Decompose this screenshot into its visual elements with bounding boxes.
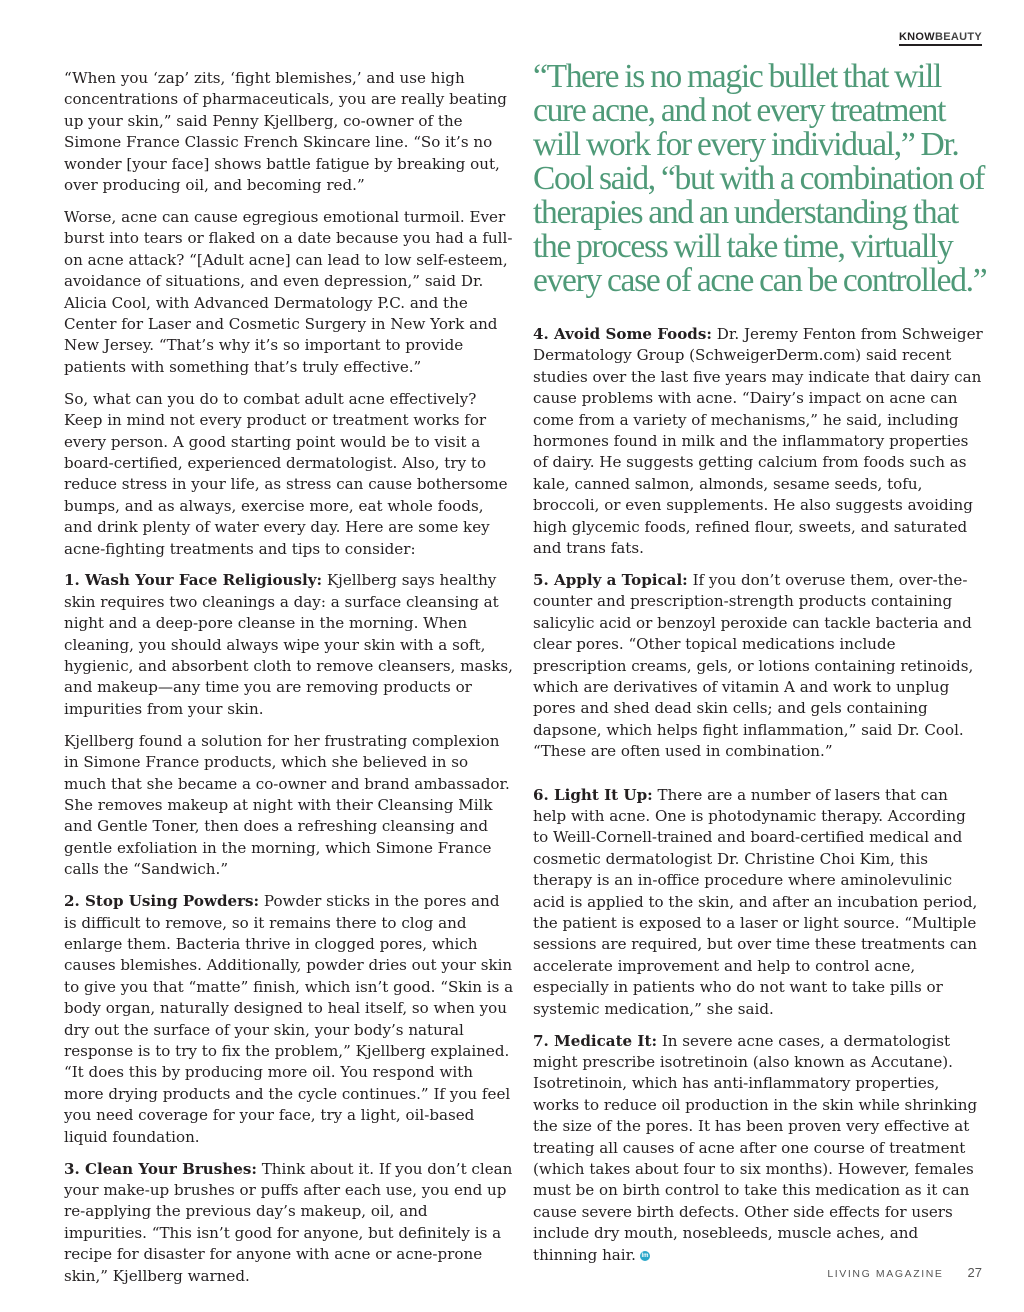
paragraph: “When you ‘zap’ zits, ‘fight blemishes,’ and use high concentrations of pharmaceuticals, you are really beating up your skin,” said Penny Kjellberg, co-owner of the Simone France Classic French Skincare line. “So it’s no wonder [your face] shows battle fatigue by breaking out, over producing oil, and becoming red.” [64, 69, 507, 195]
tip-body: Kjellberg says healthy skin requires two cleanings a day: a surface cleansing at night and a deep-pore cleanse in the morning. When cleaning, you should always wipe your skin with a soft, hygienic, and absorbent cloth to remove cleansers, masks, and makeup—any time you are removing products or impurities from your skin. [64, 571, 513, 718]
tip-paragraph [64, 570, 514, 720]
tip-paragraph [64, 891, 514, 1148]
tip-title: 5. Apply a Topical: [533, 570, 688, 589]
tip-body: In severe acne cases, a dermatologist might prescribe isotretinoin (also known as Accutane). Isotretinoin, which has anti-inflammatory properties, works to reduce oil production in the skin while shrinking the size of the pores. It has been proven very effective at treating all causes of acne after one course of treatment (which takes about four to six months). However, females must be on birth control to take this medication as it can cause severe birth defects. Other side effects for users include dry mouth, nosebleeds, muscle aches, and thinning hair. [533, 1031, 978, 1264]
tip-title: 4. Avoid Some Foods: [533, 325, 712, 343]
tip-body: There are a number of lasers that can help with acne. One is photodynamic therapy. According to Weill-Cornell-trained and board-certified medical and cosmetic dermatologist Dr. Christine Choi Kim, this therapy is an in-office procedure where aminolevulinic acid is applied to the skin, and after an incubation period, the patient is exposed to a laser or light source. “Multiple sessions are required, but over time these treatments can accelerate improvement and help to control acne, especially in patients who do not want to take pills or systemic medication,” she said. [533, 785, 978, 1018]
tip-paragraph [533, 324, 985, 559]
tip-title: 1. Wash Your Face Religiously: [64, 571, 323, 590]
right-column [533, 324, 985, 1277]
page-number: 27 [967, 1265, 982, 1280]
paragraph: Kjellberg found a solution for her frustrating complexion in Simone France products, which she believed in so much that she became a co-owner and brand ambassador. She removes makeup at night with their Cleansing Milk and Gentle Toner, then does a refreshing cleansing and gentle exfoliation in the morning, which Simone France calls the “Sandwich.” [64, 731, 510, 879]
section-tag [899, 31, 982, 46]
tip-paragraph [64, 1159, 514, 1287]
section-tag-know: KNOW [898, 31, 935, 43]
tip-body: Powder sticks in the pores and is difficult to remove, so it remains there to clog and enlarge them. Bacteria thrive in clogged pores, which causes blemishes. Additionally, powder dries out your skin to give you that “matte” finish, which isn’t good. “Skin is a body organ, naturally designed to heal itself, so when you dry out the surface of your skin, your body’s natural response is to try to fix the problem,” Kjellberg explained. “It does this by producing more oil. You respond with more drying products and the cycle continues.” If you feel you need coverage for your face, try a light, oil-based liquid foundation. [64, 892, 514, 1146]
paragraph: Worse, acne can cause egregious emotional turmoil. Ever burst into tears or flaked on a date because you had a full-on acne attack? “[Adult acne] can lead to low self-esteem, avoidance of situations, and even depression,” said Dr. Alicia Cool, with Advanced Dermatology P.C. and the Center for Laser and Cosmetic Surgery in New York and New Jersey. “That’s why it’s so important to provide patients with something that’s truly effective.” [64, 207, 513, 376]
tip-body: If you don’t overuse them, over-the-counter and prescription-strength products containing salicylic acid or benzoyl peroxide can tackle bacteria and clear pores. “Other topical medications include prescription creams, gels, or lotions containing retinoids, which are derivatives of vitamin A and work to unplug pores and shed dead skin cells; and gels containing dapsone, which helps fight inflammation,” said Dr. Cool. “These are often used in combination.” [533, 570, 974, 761]
section-tag-beauty: BEAUTY [934, 31, 982, 43]
publication-name: LIVING MAGAZINE [827, 1268, 944, 1280]
living-magazine-logo-icon: lm [641, 1252, 649, 1259]
paragraph: So, what can you do to combat adult acne effectively? Keep in mind not every product or treatment works for every person. A good starting point would be to visit a board-certified, experienced dermatologist. Also, try to reduce stress in your life, as stress can cause bothersome bumps, and as always, exercise more, eat whole foods, and drink plenty of water every day. Here are some key acne-fighting treatments and tips to consider: [64, 389, 508, 558]
pull-quote: “There is no magic bullet that will cure acne, and not every treatment will work for every individual,” Dr. Cool said, “but with a combination of therapies and an understanding that the process will take time, virtually every case of acne can be controlled.” [533, 58, 987, 299]
left-column [64, 68, 514, 1297]
tip-body: Think about it. If you don’t clean your make-up brushes or puffs after each use, you end up re-applying the previous day’s makeup, oil, and impurities. “This isn’t good for anyone, but definitely is a recipe for disaster for anyone with acne or acne-prone skin,” Kjellberg warned. [64, 1159, 513, 1285]
tip-title: 3. Clean Your Brushes: [64, 1159, 257, 1178]
tip-paragraph [533, 570, 985, 763]
tip-paragraph [533, 1031, 985, 1266]
tip-title: 6. Light It Up: [533, 785, 653, 804]
tip-title: 2. Stop Using Powders: [64, 892, 260, 911]
tip-title: 7. Medicate It: [533, 1031, 658, 1050]
tip-paragraph [533, 785, 985, 1020]
page-footer [827, 1265, 982, 1280]
tip-body: Dr. Jeremy Fenton from Schweiger Dermatology Group (SchweigerDerm.com) said recent studies over the last five years may indicate that dairy can cause problems with acne. “Dairy’s impact on acne can come from a variety of mechanisms,” he said, including hormones found in milk and the inflammatory properties of dairy. He suggests getting calcium from foods such as kale, canned salmon, almonds, sesame seeds, tofu, broccoli, or even supplements. He also suggests avoiding high glycemic foods, refined flour, sweets, and saturated and trans fats. [533, 325, 983, 558]
